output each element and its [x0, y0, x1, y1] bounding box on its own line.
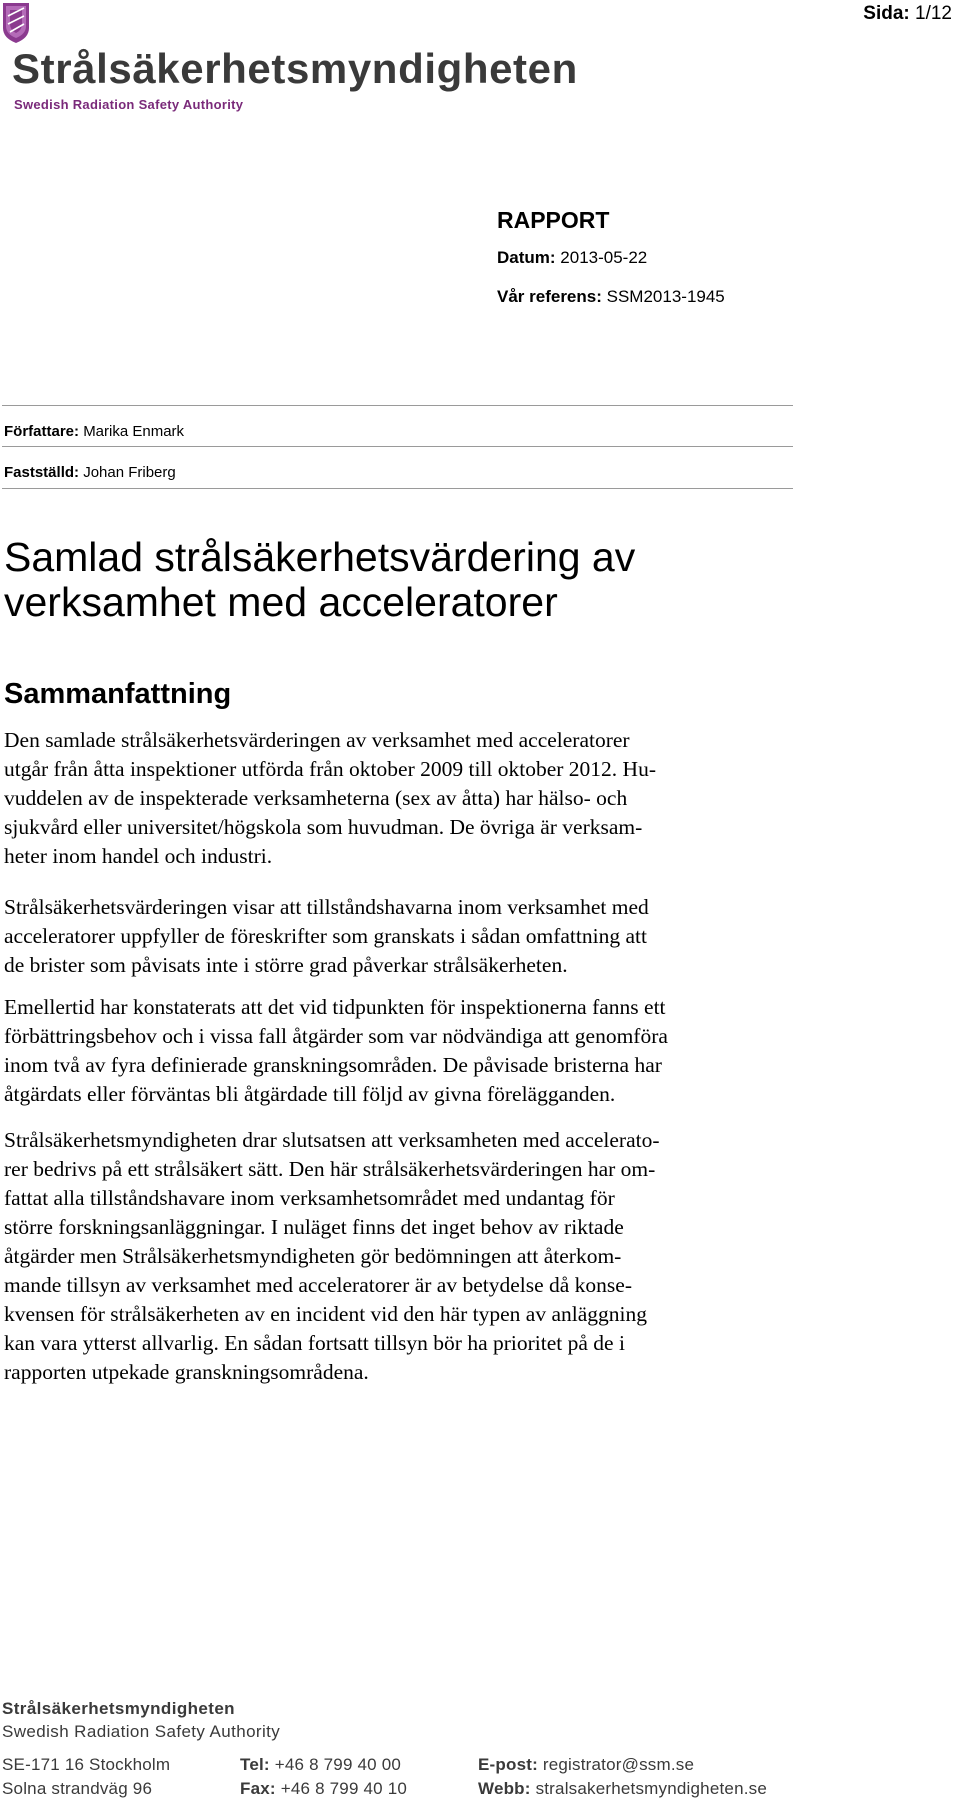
report-date-label: Datum:: [497, 248, 556, 267]
text-line: vuddelen av de inspekterade verksamheterna (sex av åtta) har hälso- och: [4, 786, 628, 810]
text-line: större forskningsanläggningar. I nuläget finns det inget behov av riktade: [4, 1215, 624, 1239]
footer-org-subtitle: Swedish Radiation Safety Authority: [2, 1722, 281, 1741]
title-line: verksamhet med acceleratorer: [4, 579, 558, 625]
footer-address-line: Solna strandväg 96: [2, 1779, 153, 1798]
report-type: RAPPORT: [497, 207, 610, 233]
text-line: fattat alla tillståndshavare inom verksamhetsområdet med undantag för: [4, 1186, 615, 1210]
logo-wordmark: Strålsäkerhetsmyndigheten: [12, 45, 578, 92]
title-line: Samlad strålsäkerhetsvärdering av: [4, 534, 636, 580]
page-number-label: Sida:: [863, 3, 910, 24]
divider: [2, 488, 793, 489]
text-line: utgår från åtta inspektioner utförda från oktober 2009 till oktober 2012. Hu-: [4, 757, 656, 781]
paragraph: [4, 893, 792, 980]
footer-email-label: E-post:: [478, 1755, 538, 1774]
paragraph: [4, 993, 792, 1109]
text-line: kvensen för strålsäkerheten av en incident vid den här typen av anläggning: [4, 1302, 647, 1326]
approved-label: Fastställd:: [4, 464, 80, 481]
logo-subtitle: Swedish Radiation Safety Authority: [14, 97, 244, 112]
footer-fax-label: Fax:: [240, 1779, 276, 1798]
approved-value: Johan Friberg: [83, 464, 176, 481]
footer-phone-label: Tel:: [240, 1755, 270, 1774]
text-line: Strålsäkerhetsmyndigheten drar slutsatsen att verksamheten med accelerato-: [4, 1128, 660, 1152]
text-line: acceleratorer uppfyller de föreskrifter som granskats i sådan omfattning att: [4, 924, 647, 948]
page-number: [863, 3, 952, 25]
text-line: Emellertid har konstaterats att det vid tidpunkten för inspektionerna fanns ett: [4, 995, 666, 1019]
text-line: åtgärdats eller förväntas bli åtgärdade till följd av givna förelägganden.: [4, 1082, 616, 1106]
footer-fax: [240, 1779, 407, 1799]
document-title: [4, 535, 904, 625]
footer-email: [478, 1755, 694, 1775]
author-line: [4, 423, 184, 440]
paragraph: [4, 726, 792, 871]
text-line: de brister som påvisats inte i större grad påverkar strålsäkerheten.: [4, 953, 568, 977]
divider: [2, 405, 793, 406]
text-line: Den samlade strålsäkerhetsvärderingen av verksamhet med acceleratorer: [4, 728, 630, 752]
page-number-value: 1/12: [915, 3, 952, 24]
text-line: åtgärder men Strålsäkerhetsmyndigheten gör bedömningen att återkom-: [4, 1244, 622, 1268]
footer-email-link[interactable]: registrator@ssm.se: [542, 1755, 695, 1774]
footer-web-label: Webb:: [478, 1779, 531, 1798]
text-line: Strålsäkerhetsvärderingen visar att tillståndshavarna inom verksamhet med: [4, 895, 649, 919]
text-line: rapporten utpekade granskningsområdena.: [4, 1360, 369, 1384]
footer-fax-value: +46 8 799 40 10: [280, 1779, 408, 1798]
text-line: inom två av fyra definierade granskningsområden. De påvisade bristerna har: [4, 1053, 662, 1077]
report-date: [497, 248, 647, 268]
text-line: förbättringsbehov och i vissa fall åtgärder som var nödvändiga att genomföra: [4, 1024, 668, 1048]
text-line: sjukvård eller universitet/högskola som huvudman. De övriga är verksam-: [4, 815, 643, 839]
author-value: Marika Enmark: [83, 423, 185, 440]
report-reference-value: SSM2013-1945: [606, 287, 725, 306]
footer-web: [478, 1779, 767, 1799]
text-line: mande tillsyn av verksamhet med acceleratorer är av betydelse då konse-: [4, 1273, 633, 1297]
report-reference-label: Vår referens:: [497, 287, 602, 306]
report-date-value: 2013-05-22: [560, 248, 648, 267]
footer-phone: [240, 1755, 401, 1775]
author-label: Författare:: [4, 423, 80, 440]
report-reference: [497, 287, 725, 307]
section-heading: Sammanfattning: [4, 678, 232, 710]
text-line: rer bedrivs på ett strålsäkert sätt. Den här strålsäkerhetsvärderingen har om-: [4, 1157, 656, 1181]
text-line: heter inom handel och industri.: [4, 844, 273, 868]
authority-logo-icon: [2, 2, 30, 44]
divider: [2, 446, 793, 447]
footer-org-name: Strålsäkerhetsmyndigheten: [2, 1699, 235, 1718]
text-line: kan vara ytterst allvarlig. En sådan fortsatt tillsyn bör ha prioritet på de i: [4, 1331, 625, 1355]
approved-line: [4, 464, 176, 481]
footer-web-link[interactable]: stralsakerhetsmyndigheten.se: [535, 1779, 768, 1798]
footer-phone-value: +46 8 799 40 00: [274, 1755, 402, 1774]
paragraph: [4, 1126, 792, 1387]
footer-address-line: SE-171 16 Stockholm: [2, 1755, 171, 1774]
